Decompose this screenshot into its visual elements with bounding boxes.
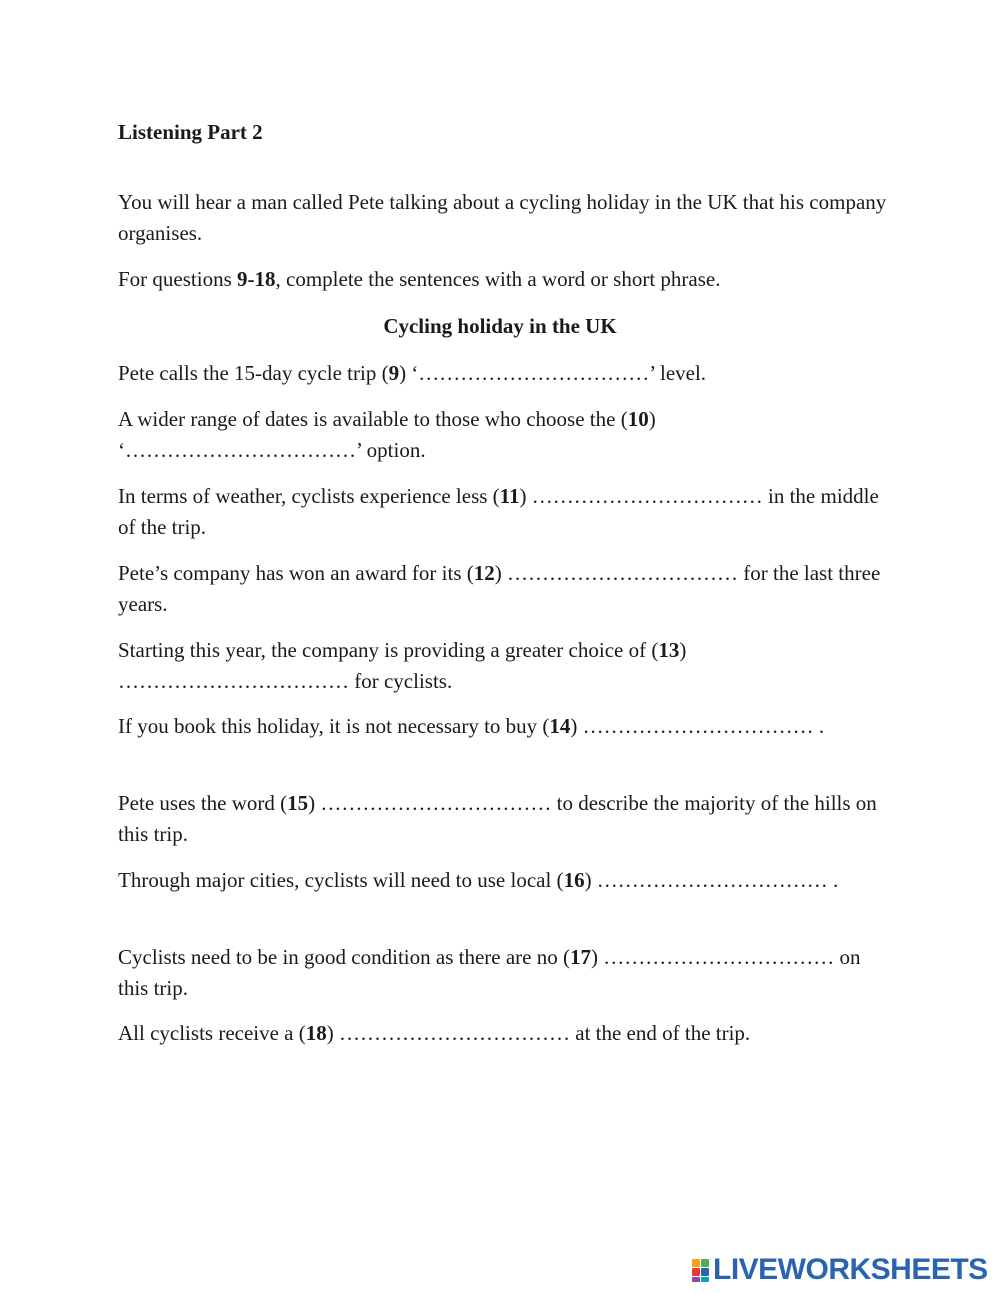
question-14: If you book this holiday, it is not necessary to buy (14) …………………………… . bbox=[118, 714, 825, 738]
question-16: Through major cities, cyclists will need to use local (16) …………………………… . bbox=[118, 868, 839, 892]
question-13: Starting this year, the company is providing a greater choice of (13) …………………………… for cyclists. bbox=[118, 638, 687, 693]
section-title: Cycling holiday in the UK bbox=[383, 314, 617, 338]
question-18: All cyclists receive a (18) …………………………… at the end of the trip. bbox=[118, 1021, 751, 1045]
question-9: Pete calls the 15-day cycle trip (9) ‘……………………………’ level. bbox=[118, 361, 707, 385]
question-17: Cyclists need to be in good condition as there are no (17) …………………………… on this trip. bbox=[118, 945, 861, 1000]
question-11: In terms of weather, cyclists experience less (11) …………………………… in the middle of the trip. bbox=[118, 484, 879, 539]
page-heading: Listening Part 2 bbox=[118, 120, 263, 144]
question-15: Pete uses the word (15) …………………………… to describe the majority of the hills on this trip. bbox=[118, 791, 877, 846]
liveworksheets-logo-icon bbox=[692, 1257, 710, 1283]
instruction-text: For questions 9-18, complete the sentences with a word or short phrase. bbox=[118, 267, 721, 291]
liveworksheets-logo[interactable] bbox=[692, 1254, 988, 1286]
question-10: A wider range of dates is available to those who choose the (10) ‘……………………………’ option. bbox=[118, 407, 656, 462]
intro-text: You will hear a man called Pete talking about a cycling holiday in the UK that his company organises. bbox=[118, 190, 887, 245]
question-12: Pete’s company has won an award for its (12) …………………………… for the last three years. bbox=[118, 561, 881, 616]
logo-text: LIVEWORKSHEETS bbox=[713, 1253, 988, 1286]
